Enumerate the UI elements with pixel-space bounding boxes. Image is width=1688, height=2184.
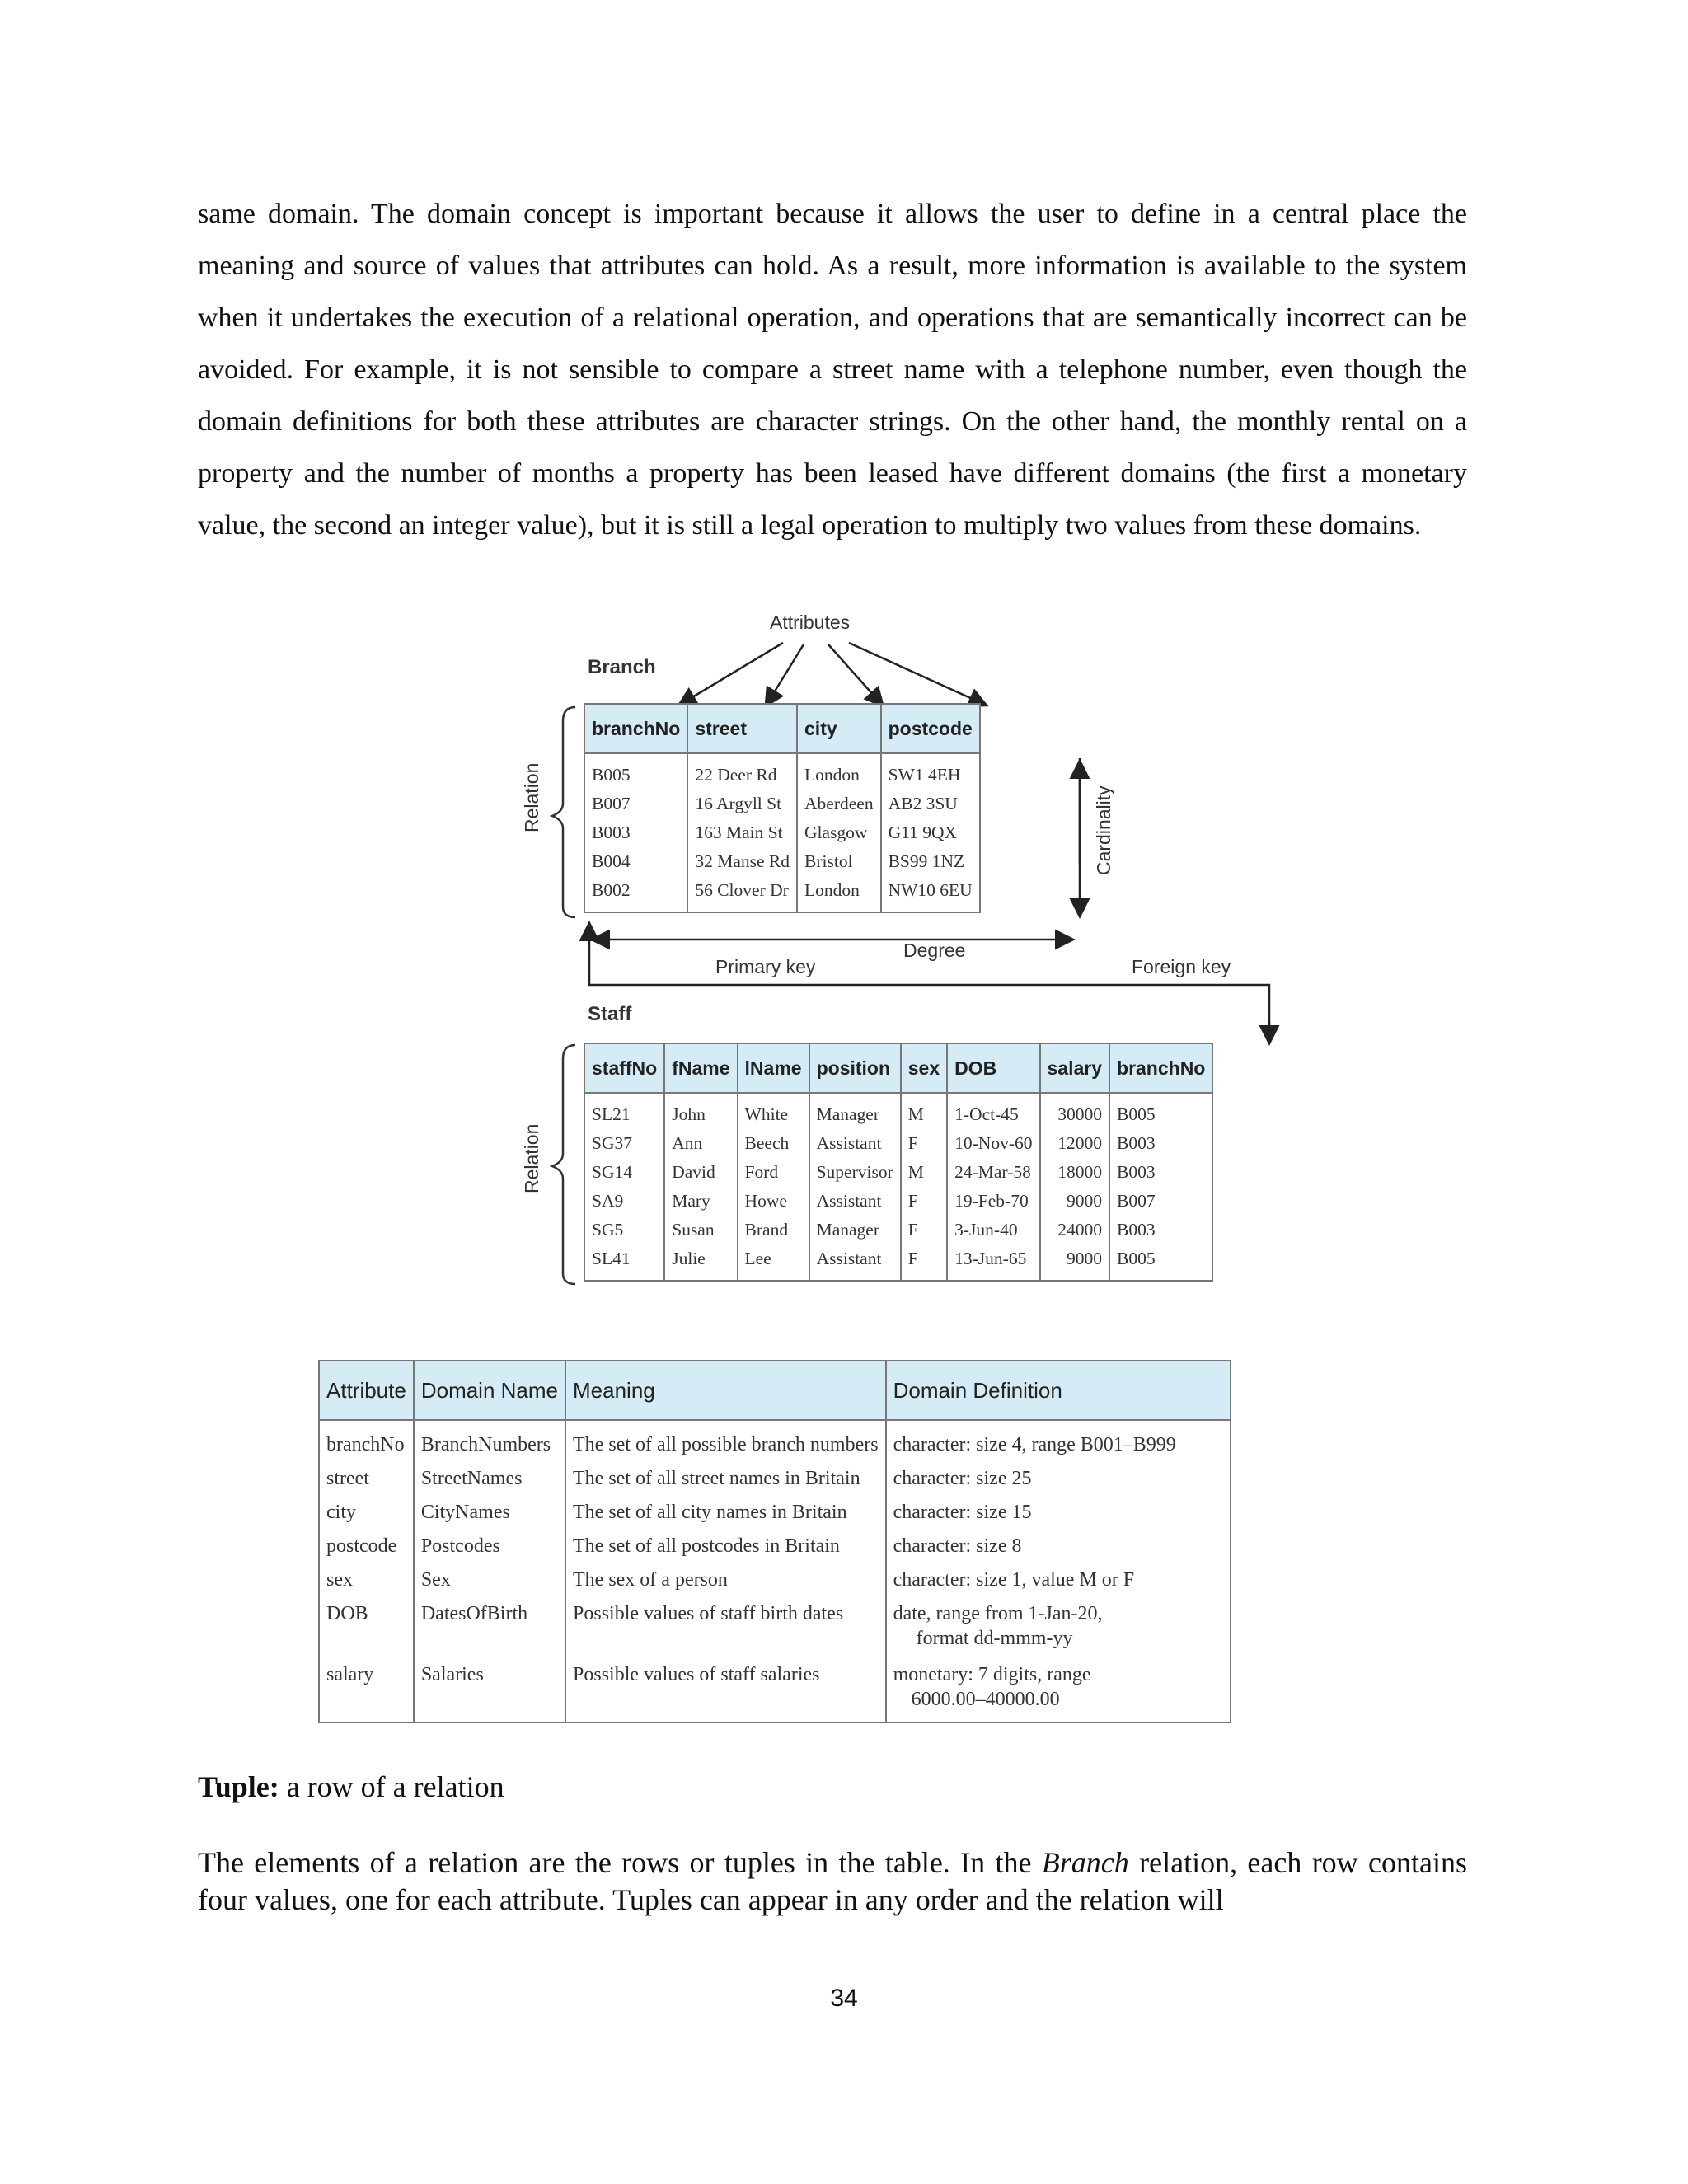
table-row xyxy=(584,1244,1212,1281)
cell: The set of all city names in Britain xyxy=(565,1491,886,1525)
cell: 30000 xyxy=(1040,1093,1110,1129)
cell: The sex of a person xyxy=(565,1558,886,1592)
branch-table xyxy=(584,703,981,913)
cell: Manager xyxy=(809,1093,901,1129)
domain-definition: monetary: 7 digits, range xyxy=(893,1664,1091,1685)
cell: B005 xyxy=(584,753,687,790)
cell: 163 Main St xyxy=(687,818,797,847)
domain-definition: date, range from 1-Jan-20, xyxy=(893,1603,1103,1624)
tuple-definition: a row of a relation xyxy=(279,1770,504,1803)
table-row xyxy=(319,1558,1231,1592)
tuple-text-2: relation, each row contains four values, one for each attribute. Tuples can appear in any order and the relation will xyxy=(198,1846,1467,1916)
column-header: Domain Definition xyxy=(886,1361,1231,1420)
cell: 24000 xyxy=(1040,1216,1110,1244)
column-header: Meaning xyxy=(565,1361,886,1420)
cell: SL41 xyxy=(584,1244,664,1281)
cell: Mary xyxy=(664,1187,737,1216)
cell: Supervisor xyxy=(809,1158,901,1187)
attribute-arrows xyxy=(680,643,985,705)
degree-label: Degree xyxy=(903,940,966,961)
table-row xyxy=(319,1592,1231,1651)
table-row xyxy=(584,1216,1212,1244)
table-row xyxy=(584,1158,1212,1187)
cell: Possible values of staff salaries xyxy=(565,1651,886,1722)
cell: The set of all street names in Britain xyxy=(565,1457,886,1491)
cell: Assistant xyxy=(809,1187,901,1216)
cell: Lee xyxy=(738,1244,809,1281)
tuple-heading xyxy=(198,1769,504,1804)
cell: SL21 xyxy=(584,1093,664,1129)
column-header: lName xyxy=(738,1043,809,1093)
cell: NW10 6EU xyxy=(881,876,980,912)
cell: David xyxy=(664,1158,737,1187)
branch-relation-brace xyxy=(552,707,575,917)
cell: DOB xyxy=(319,1592,414,1651)
cell: Possible values of staff birth dates xyxy=(565,1592,886,1651)
table-row xyxy=(319,1491,1231,1525)
cell: B002 xyxy=(584,876,687,912)
page-number: 34 xyxy=(830,1985,858,2012)
cell: Brand xyxy=(738,1216,809,1244)
table-row xyxy=(319,1651,1231,1722)
cell: F xyxy=(901,1187,947,1216)
domain-definition: character: size 8 xyxy=(893,1535,1022,1557)
cell: Sex xyxy=(414,1558,565,1592)
cell: 9000 xyxy=(1040,1244,1110,1281)
cell: street xyxy=(319,1457,414,1491)
cell: London xyxy=(797,876,881,912)
domain-definition: character: size 15 xyxy=(893,1502,1032,1523)
cell: White xyxy=(738,1093,809,1129)
cell xyxy=(886,1491,1231,1525)
cell: B007 xyxy=(584,790,687,818)
cell: postcode xyxy=(319,1525,414,1558)
cardinality-label: Cardinality xyxy=(1093,785,1114,875)
cell: SG5 xyxy=(584,1216,664,1244)
cell: The set of all possible branch numbers xyxy=(565,1420,886,1457)
cell: 32 Manse Rd xyxy=(687,847,797,876)
cell: Ford xyxy=(738,1158,809,1187)
cell: B005 xyxy=(1109,1244,1212,1281)
column-header: staffNo xyxy=(584,1043,664,1093)
cell: F xyxy=(901,1244,947,1281)
cell: 1-Oct-45 xyxy=(947,1093,1039,1129)
cell xyxy=(886,1457,1231,1491)
column-header: sex xyxy=(901,1043,947,1093)
cell: 19-Feb-70 xyxy=(947,1187,1039,1216)
table-row xyxy=(319,1420,1231,1457)
table-row xyxy=(584,753,980,790)
table-row xyxy=(319,1525,1231,1558)
column-header: Attribute xyxy=(319,1361,414,1420)
cell xyxy=(886,1651,1231,1722)
domain-definition: character: size 1, value M or F xyxy=(893,1569,1135,1591)
cell: B007 xyxy=(1109,1187,1212,1216)
staff-table-name: Staff xyxy=(588,1003,632,1025)
cell: Susan xyxy=(664,1216,737,1244)
cell: CityNames xyxy=(414,1491,565,1525)
body-paragraph: same domain. The domain concept is important because it allows the user to define in a central place the meaning and source of values that attributes can hold. As a result, more information is available to the system when it undertakes the execution of a relational operation, and operations that are semantically incorrect can be avoided. For example, it is not sensible to compare a street name with a telephone number, even though the domain definitions for both these attributes are character strings. On the other hand, the monthly rental on a property and the number of months a property has been leased have different domains (the first a monetary value, the second an integer value), but it is still a legal operation to multiply two values from these domains. xyxy=(198,199,1467,541)
cell: B003 xyxy=(1109,1158,1212,1187)
cell: M xyxy=(901,1158,947,1187)
column-header: DOB xyxy=(947,1043,1039,1093)
cell: Salaries xyxy=(414,1651,565,1722)
table-row xyxy=(584,1093,1212,1129)
table-row xyxy=(584,1129,1212,1158)
cell: DatesOfBirth xyxy=(414,1592,565,1651)
cell xyxy=(886,1592,1231,1651)
column-header: street xyxy=(687,704,797,753)
attributes-label: Attributes xyxy=(770,612,851,633)
cell: SA9 xyxy=(584,1187,664,1216)
cell: B003 xyxy=(1109,1216,1212,1244)
cell: F xyxy=(901,1216,947,1244)
cell: 18000 xyxy=(1040,1158,1110,1187)
column-header: branchNo xyxy=(584,704,687,753)
cell: Ann xyxy=(664,1129,737,1158)
cell: 3-Jun-40 xyxy=(947,1216,1039,1244)
cell: Beech xyxy=(738,1129,809,1158)
foreign-key-label: Foreign key xyxy=(1132,956,1231,977)
cell: B005 xyxy=(1109,1093,1212,1129)
tuple-paragraph xyxy=(198,1844,1467,1919)
cell: SW1 4EH xyxy=(881,753,980,790)
cell: John xyxy=(664,1093,737,1129)
cell: Assistant xyxy=(809,1129,901,1158)
column-header: postcode xyxy=(881,704,980,753)
tuple-term: Tuple: xyxy=(198,1770,279,1803)
domain-definition-cont: format dd-mmm-yy xyxy=(916,1628,1073,1649)
cell: London xyxy=(797,753,881,790)
tuple-text-1: The elements of a relation are the rows or tuples in the table. In the xyxy=(198,1846,1042,1879)
cell: 10-Nov-60 xyxy=(947,1129,1039,1158)
table-row xyxy=(584,818,980,847)
cell: B004 xyxy=(584,847,687,876)
cell: Bristol xyxy=(797,847,881,876)
domain-definition: character: size 4, range B001–B999 xyxy=(893,1434,1176,1455)
cell: branchNo xyxy=(319,1420,414,1457)
cell: BranchNumbers xyxy=(414,1420,565,1457)
cell: 9000 xyxy=(1040,1187,1110,1216)
cell: Manager xyxy=(809,1216,901,1244)
column-header: branchNo xyxy=(1109,1043,1212,1093)
cell: SG14 xyxy=(584,1158,664,1187)
cell: 13-Jun-65 xyxy=(947,1244,1039,1281)
table-row xyxy=(584,790,980,818)
cell: 12000 xyxy=(1040,1129,1110,1158)
relation-label-staff: Relation xyxy=(521,1123,542,1193)
table-row xyxy=(584,876,980,912)
cell: city xyxy=(319,1491,414,1525)
branch-italic: Branch xyxy=(1041,1846,1129,1879)
staff-relation-brace xyxy=(552,1045,575,1284)
primary-key-label: Primary key xyxy=(715,956,816,977)
cell: B003 xyxy=(1109,1129,1212,1158)
cell: BS99 1NZ xyxy=(881,847,980,876)
cell: Assistant xyxy=(809,1244,901,1281)
cell: The set of all postcodes in Britain xyxy=(565,1525,886,1558)
cell: 22 Deer Rd xyxy=(687,753,797,790)
column-header: fName xyxy=(664,1043,737,1093)
table-row xyxy=(584,1187,1212,1216)
column-header: position xyxy=(809,1043,901,1093)
cell: Glasgow xyxy=(797,818,881,847)
cell: sex xyxy=(319,1558,414,1592)
table-row xyxy=(319,1457,1231,1491)
cell: F xyxy=(901,1129,947,1158)
cell: Howe xyxy=(738,1187,809,1216)
staff-table xyxy=(584,1043,1213,1282)
cell: G11 9QX xyxy=(881,818,980,847)
domain-table xyxy=(318,1360,1231,1723)
cell: SG37 xyxy=(584,1129,664,1158)
cell: B003 xyxy=(584,818,687,847)
relation-label-branch: Relation xyxy=(521,762,542,832)
domain-definition: character: size 25 xyxy=(893,1468,1032,1489)
cell: M xyxy=(901,1093,947,1129)
column-header: city xyxy=(797,704,881,753)
cell: 16 Argyll St xyxy=(687,790,797,818)
branch-table-name: Branch xyxy=(588,656,656,678)
table-row xyxy=(584,847,980,876)
cell xyxy=(886,1525,1231,1558)
cell: Postcodes xyxy=(414,1525,565,1558)
cell: 56 Clover Dr xyxy=(687,876,797,912)
cell: Julie xyxy=(664,1244,737,1281)
cell: Aberdeen xyxy=(797,790,881,818)
cell: StreetNames xyxy=(414,1457,565,1491)
cell: 24-Mar-58 xyxy=(947,1158,1039,1187)
cell: salary xyxy=(319,1651,414,1722)
cell xyxy=(886,1420,1231,1457)
cell: AB2 3SU xyxy=(881,790,980,818)
domain-definition-cont: 6000.00–40000.00 xyxy=(911,1689,1060,1710)
cell xyxy=(886,1558,1231,1592)
column-header: salary xyxy=(1040,1043,1110,1093)
column-header: Domain Name xyxy=(414,1361,565,1420)
